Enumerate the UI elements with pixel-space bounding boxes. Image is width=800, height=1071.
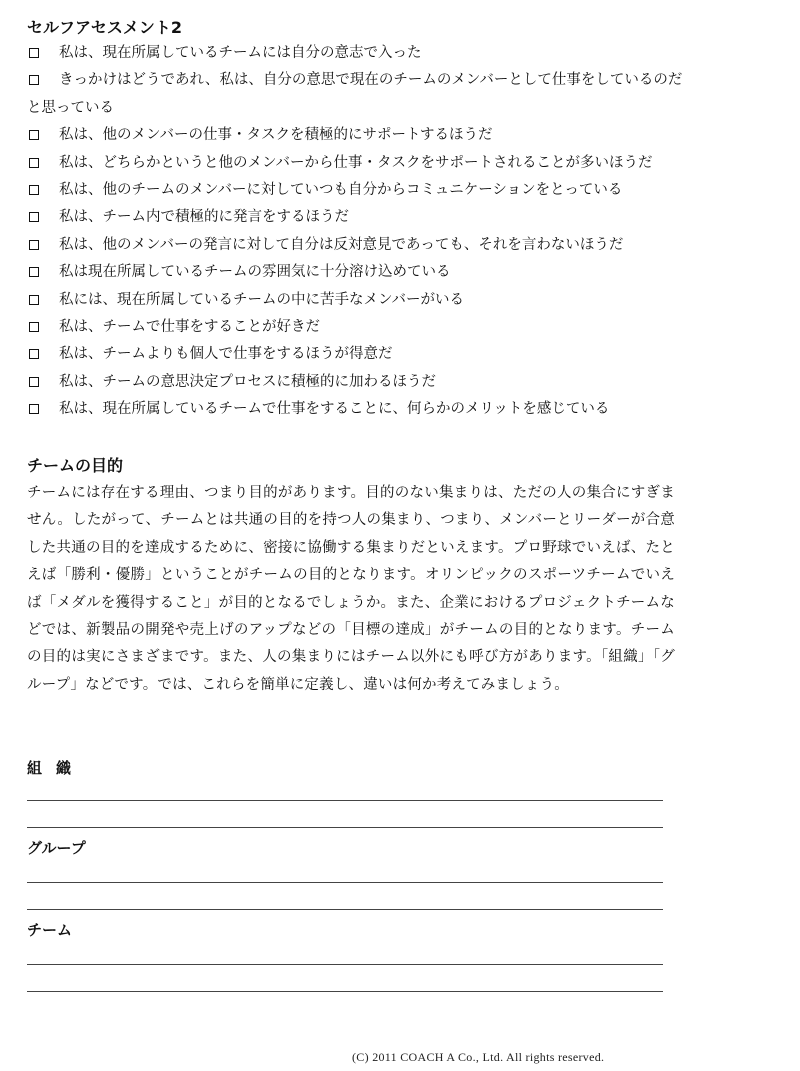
checkbox[interactable] <box>29 185 39 195</box>
assessment-item <box>27 40 687 67</box>
team-answer-line[interactable] <box>27 991 663 992</box>
assessment-item-text: 私は、他のチームのメンバーに対していつも自分からコミュニケーションをとっている <box>59 182 623 199</box>
assessment-item-text: 私は、他のメンバーの発言に対して自分は反対意見であっても、それを言わないほうだ <box>59 236 624 253</box>
assessment-item <box>27 287 687 314</box>
assessment-item-text: きっかけはどうであれ、私は、自分の意思で現在のチームのメンバーとして仕事をしているのだと思っている <box>27 72 683 116</box>
team-purpose-title: チームの目的 <box>27 456 124 475</box>
checkbox[interactable] <box>29 240 39 250</box>
organization-label: 組織 <box>27 759 86 777</box>
organization-answer-line[interactable] <box>27 800 663 801</box>
team-purpose-paragraph: チームには存在する理由、つまり目的があります。目的のない集まりは、ただの人の集合にすぎません。したがって、チームとは共通の目的を持つ人の集まり、つまり、メンバーとリーダーが合意した共通の目的を達成するために、密接に協働する集まりだといえます。プロ野球でいえば、たとえば「勝利・優勝」ということがチームの目的となります。オリンピックのスポーツチームでいえば「メダルを獲得すること」が目的となるでしょうか。また、企業におけるプロジェクトチームなどでは、新製品の開発や売上げのアップなどの「目標の達成」がチームの目的となります。チームの目的は実にさまざまです。また、人の集まりにはチーム以外にも呼び方があります。「組織」「グループ」などです。では、これらを簡単に定義し、違いは何か考えてみましょう。 <box>27 485 675 693</box>
copyright-notice: (C) 2011 COACH A Co., Ltd. All rights reserved. <box>352 1050 605 1064</box>
team-label: チーム <box>27 921 73 939</box>
team-answer-line[interactable] <box>27 964 663 965</box>
assessment-item <box>27 314 687 341</box>
checkbox[interactable] <box>29 322 39 332</box>
assessment-item-text: 私は、チームの意思決定プロセスに積極的に加わるほうだ <box>59 373 436 390</box>
assessment-item-text: 私は、チームで仕事をすることが好きだ <box>59 319 320 336</box>
assessment-item-text: 私は現在所属しているチームの雰囲気に十分溶け込めている <box>59 264 451 281</box>
checkbox[interactable] <box>29 130 39 140</box>
assessment-item-text: 私は、現在所属しているチームで仕事をすることに、何らかのメリットを感じている <box>59 401 610 418</box>
assessment-item <box>27 204 687 231</box>
assessment-item <box>27 232 687 259</box>
checkbox[interactable] <box>29 75 39 85</box>
assessment-item-text: 私は、どちらかというと他のメンバーから仕事・タスクをサポートされることが多いほうだ <box>59 154 653 171</box>
checkbox[interactable] <box>29 267 39 277</box>
assessment-item-text: 私は、現在所属しているチームには自分の意志で入った <box>59 45 422 61</box>
group-label: グループ <box>27 839 86 857</box>
assessment-title: セルフアセスメント2 <box>27 18 182 37</box>
organization-answer-line[interactable] <box>27 827 663 828</box>
assessment-item-text: 私は、他のメンバーの仕事・タスクを積極的にサポートするほうだ <box>59 127 493 144</box>
checkbox[interactable] <box>29 158 39 168</box>
checkbox[interactable] <box>29 295 39 305</box>
checkbox[interactable] <box>29 404 39 414</box>
assessment-checklist <box>27 40 687 424</box>
assessment-item <box>27 341 687 368</box>
assessment-item <box>27 177 687 204</box>
assessment-item <box>27 259 687 286</box>
checkbox[interactable] <box>29 48 39 58</box>
assessment-item <box>27 67 687 122</box>
checkbox[interactable] <box>29 212 39 222</box>
assessment-item <box>27 122 687 149</box>
checkbox[interactable] <box>29 349 39 359</box>
assessment-item <box>27 150 687 177</box>
assessment-item-text: 私は、チームよりも個人で仕事をするほうが得意だ <box>59 346 393 363</box>
checkbox[interactable] <box>29 377 39 387</box>
assessment-item <box>27 396 687 423</box>
assessment-item-text: 私には、現在所属しているチームの中に苦手なメンバーがいる <box>59 291 464 308</box>
group-answer-line[interactable] <box>27 909 663 910</box>
assessment-item-text: 私は、チーム内で積極的に発言をするほうだ <box>59 209 349 226</box>
assessment-item <box>27 369 687 396</box>
group-answer-line[interactable] <box>27 882 663 883</box>
